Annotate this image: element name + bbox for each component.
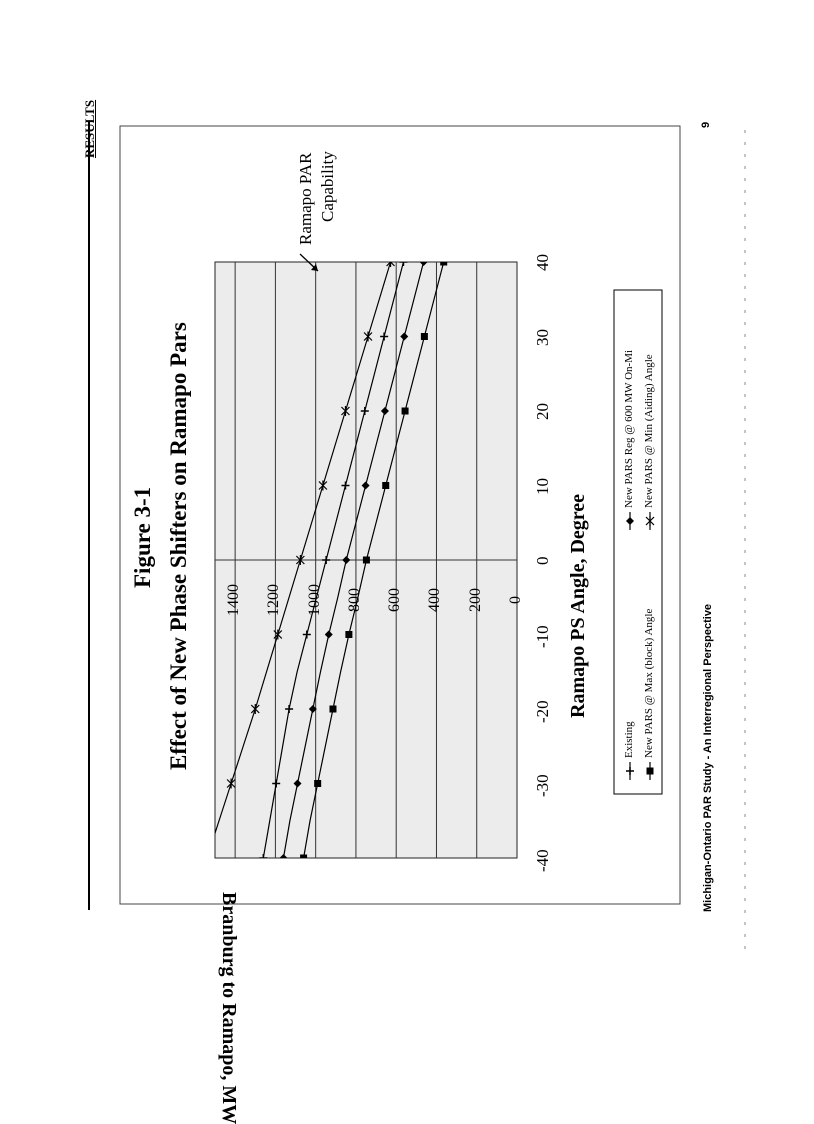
y-tick-label-1200: 1200 — [265, 584, 283, 616]
header-section-label: RESULTS — [82, 99, 97, 158]
series-3-point-0-b — [203, 854, 211, 862]
series-2-point-2 — [314, 780, 321, 787]
y-tick-label-600: 600 — [386, 588, 404, 612]
series-2-point-14 — [421, 333, 428, 340]
series-2-point-8 — [363, 557, 370, 564]
x-tick-label--10: -10 — [533, 625, 552, 648]
series-3-point-0 — [203, 854, 211, 862]
series-2-point-6 — [345, 631, 352, 638]
series-2-point-4 — [329, 706, 336, 713]
x-tick-label-0: 0 — [533, 556, 552, 565]
y-tick-label-400: 400 — [426, 588, 444, 612]
figure-label: Figure 3-1 — [130, 486, 155, 588]
legend-marker-2 — [647, 768, 654, 775]
y-axis-label: Branburg to Ramapo, MW — [218, 892, 240, 1124]
x-tick-label-30: 30 — [533, 328, 552, 346]
capability-annotation-line2: Capability — [318, 151, 337, 222]
y-tick-label-800: 800 — [345, 588, 363, 612]
capability-annotation-line1: Ramapo PAR — [296, 152, 315, 245]
series-2-point-0 — [300, 855, 307, 862]
y-tick-label-0: 0 — [507, 596, 524, 604]
legend-label-2: New PARS @ Max (block) Angle — [643, 608, 655, 758]
series-2-point-10 — [382, 482, 389, 489]
y-tick-label-1000: 1000 — [305, 584, 323, 616]
x-tick-label--30: -30 — [533, 774, 552, 797]
footer-text: Michigan-Ontario PAR Study - An Interregional Perspective — [702, 603, 714, 912]
chart-title: Effect of New Phase Shifters on Ramapo Pars — [166, 322, 191, 770]
x-tick-label-20: 20 — [533, 403, 552, 420]
x-tick-label--20: -20 — [533, 699, 552, 723]
x-tick-label-10: 10 — [533, 477, 552, 495]
series-2-point-12 — [402, 408, 409, 415]
y-tick-label-1400: 1400 — [225, 584, 243, 616]
legend-label-3: New PARS @ Min (Aiding) Angle — [643, 354, 655, 508]
series-2-point-16 — [440, 259, 447, 266]
x-tick-label--40: -40 — [533, 848, 552, 872]
legend-label-1: New PARS Reg @ 600 MW On-Mi — [623, 349, 635, 508]
legend-label-0: Existing — [623, 721, 635, 758]
page-number: 9 — [700, 121, 712, 128]
x-tick-label-40: 40 — [533, 254, 552, 271]
x-axis-label: Ramapo PS Angle, Degree — [567, 493, 589, 718]
y-tick-label-200: 200 — [466, 588, 484, 612]
